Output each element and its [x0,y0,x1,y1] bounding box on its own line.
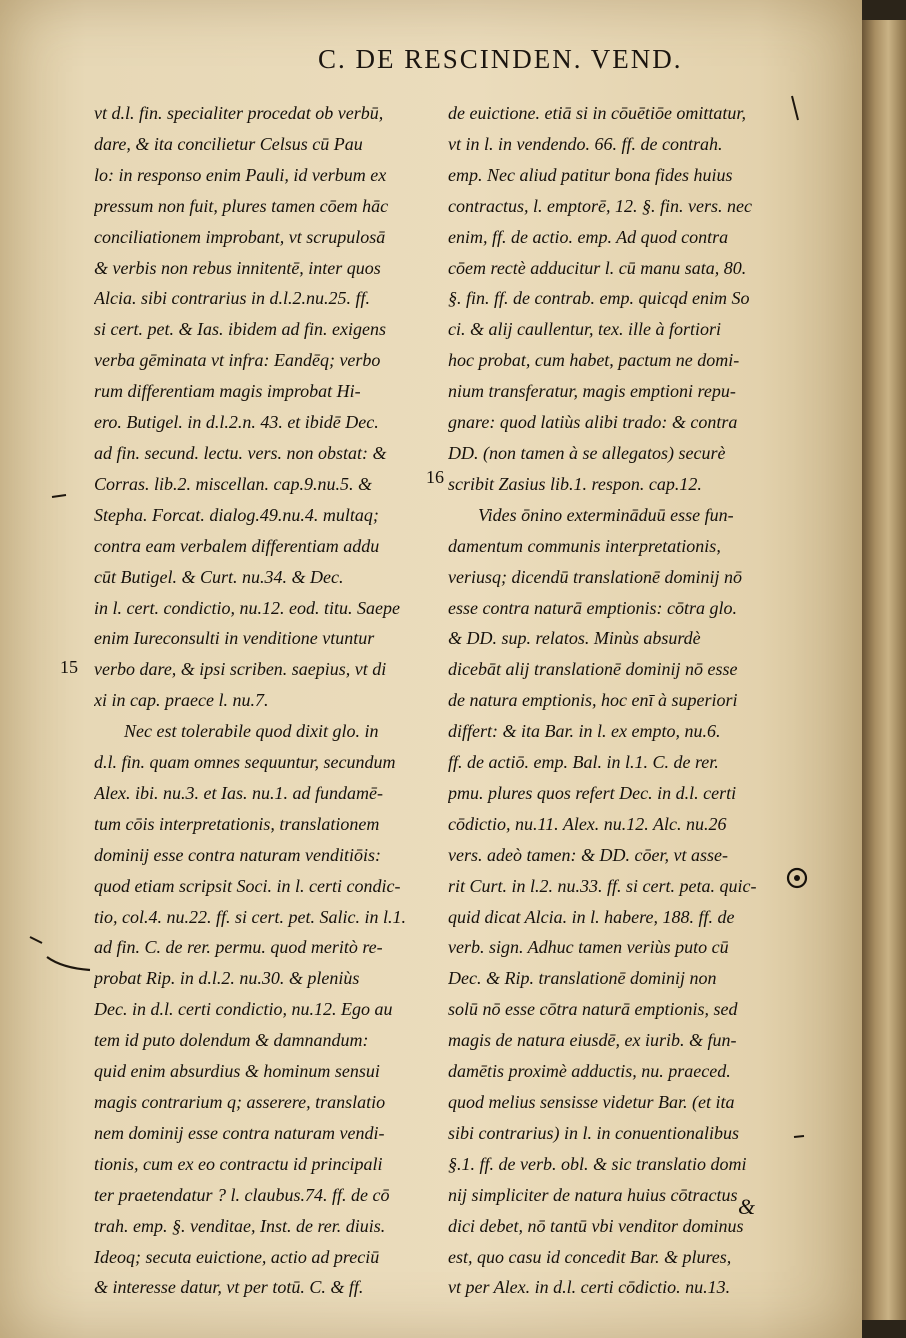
right-column-line: est, quo casu id concedit Bar. & plures, [448,1246,732,1267]
right-column-line: Vides ōnino extermināduū esse fun- [478,504,734,525]
right-column-line: enim, ff. de actio. emp. Ad quod contra [448,226,729,247]
right-column-line: magis de natura eiusdē, ex iurib. & fun- [448,1030,737,1051]
left-column-line: ter praetendatur ? l. claubus.74. ff. de cō [94,1184,390,1205]
left-column-line: lo: in responso enim Pauli, id verbum ex [94,164,387,185]
right-column-line: vt per Alex. in d.l. certi cōdictio. nu.13. [448,1277,731,1298]
right-column-line: contractus, l. emptorē, 12. §. fin. vers. nec [448,195,752,216]
right-column-line: rit Curt. in l.2. nu.33. ff. si cert. peta. quic- [448,875,757,896]
right-column-line: pmu. plures quos refert Dec. in d.l. certi [448,782,737,803]
right-column-line: de natura emptionis, hoc enī à superiori [448,690,738,711]
left-column-line: verba gēminata vt infra: Eandēq; verbo [94,350,381,371]
left-column-line: vt d.l. fin. specialiter procedat ob verbū, [94,103,384,123]
left-column-line: Alcia. sibi contrarius in d.l.2.nu.25. ff. [94,288,371,309]
section-number-15: 15 [60,657,78,677]
left-column-line: Alex. ibi. nu.3. et Ias. nu.1. ad fundamē- [94,782,383,803]
right-column-line: veriusq; dicendū translationē dominij nō [448,566,742,587]
left-column-line: tio, col.4. nu.22. ff. si cert. pet. Salic. in l.1. [94,906,406,927]
right-column-line: nij simpliciter de natura huius cōtractus [448,1184,738,1205]
book-fore-edge [862,20,906,1320]
left-column-line: tum cōis interpretationis, translationem [94,813,380,834]
left-column-line: pressum non fuit, plures tamen cōem hāc [94,195,389,216]
right-column-line: hoc probat, cum habet, pactum ne domi- [448,350,740,371]
margin-dash-mark [52,495,66,497]
margin-tick-mark [792,96,798,120]
left-column-line: quod etiam scripsit Soci. in l. certi condic- [94,875,401,896]
right-column-line: sibi contrarius) in l. in conuentionalibus [448,1122,739,1143]
margin-dash-mark-right [794,1136,804,1137]
left-column-line: & interesse datur, vt per totū. C. & ff. [94,1277,364,1298]
margin-bracket-mark [47,957,90,970]
right-column-line: verb. sign. Adhuc tamen veriùs puto cū [448,937,729,958]
left-column-line: conciliationem improbant, vt scrupulosā [94,226,386,247]
left-column-line: cūt Butigel. & Curt. nu.34. & Dec. [94,566,344,587]
right-column-line: quod melius sensisse videtur Bar. (et ita [448,1092,735,1112]
left-column-line: tem id puto dolendum & damnandum: [94,1030,369,1051]
right-column-line: vt in l. in vendendo. 66. ff. de contrah. [448,133,723,154]
left-column-line: ad fin. C. de rer. permu. quod meritò re- [94,937,383,958]
right-column-line: esse contra naturā emptionis: cōtra glo. [448,597,737,618]
left-column-line: verbo dare, & ipsi scriben. saepius, vt di [94,659,387,680]
right-column-line: ff. de actiō. emp. Bal. in l.1. C. de rer. [448,752,719,773]
left-column-line: in l. cert. condictio, nu.12. eod. titu. Saepe [94,597,400,618]
right-column-line: gnare: quod latiùs alibi trado: & contra [448,412,738,433]
left-column-line: dominij esse contra naturam venditiōis: [94,844,381,865]
left-column-line: Corras. lib.2. miscellan. cap.9.nu.5. & [94,473,372,494]
left-column-line: nem dominij esse contra naturam vendi- [94,1122,385,1143]
right-column-line: scribit Zasius lib.1. respon. cap.12. [448,473,702,494]
right-column-line: & DD. sup. relatos. Minùs absurdè [448,628,701,649]
left-column-line: rum differentiam magis improbat Hi- [94,381,361,402]
left-column-line: dare, & ita concilietur Celsus cū Pau [94,133,363,154]
right-column-line: Dec. & Rip. translationē dominij non [448,968,717,989]
right-column-line: ci. & alij caullentur, tex. ille à fortiori [448,319,721,340]
left-column-line: d.l. fin. quam omnes sequuntur, secundum [94,752,396,773]
left-column-line: magis contrarium q; asserere, translatio [94,1092,386,1112]
left-column-line: quid enim absurdius & hominum sensui [94,1061,380,1082]
left-column-line: tionis, cum ex eo contractu id principali [94,1153,383,1174]
right-column-line: solū nō esse cōtra naturā emptionis, sed [448,999,738,1020]
right-column-line: de euictione. etiā si in cōuētiōe omittatur, [448,103,746,123]
right-column-line: dici debet, nō tantū vbi venditor dominus [448,1215,744,1236]
margin-slash-mark [30,937,42,943]
right-column-line: cōem rectè adducitur l. cū manu sata, 80. [448,257,747,278]
left-column-line: probat Rip. in d.l.2. nu.30. & pleniùs [94,968,360,989]
left-column-line: & verbis non rebus innitentē, inter quos [94,257,381,278]
left-column-line: Ideoq; secuta euictione, actio ad preciū [94,1246,380,1267]
left-column-line: xi in cap. praece l. nu.7. [94,690,269,711]
left-column-line: trah. emp. §. venditae, Inst. de rer. diuis. [94,1215,386,1236]
right-column-line: emp. Nec aliud patitur bona fides huius [448,164,733,185]
right-column-line: differt: & ita Bar. in l. ex empto, nu.6. [448,721,721,742]
right-column-line: dicebāt alij translationē dominij nō esse [448,659,738,680]
right-column-line: nium transferatur, magis emptioni repu- [448,381,736,402]
left-column-line: contra eam verbalem differentiam addu [94,535,380,556]
right-column-line: cōdictio, nu.11. Alex. nu.12. Alc. nu.26 [448,813,727,834]
left-column-line: ero. Butigel. in d.l.2.n. 43. et ibidē Dec. [94,412,379,433]
running-head: C. DE RESCINDEN. VEND. [318,44,683,74]
left-column-line: enim Iureconsulti in venditione vtuntur [94,628,375,649]
left-column-line: si cert. pet. & Ias. ibidem ad fin. exigens [94,319,386,340]
right-column-line: DD. (non tamen à se allegatos) securè [448,442,726,463]
right-column-line: vers. adeò tamen: & DD. cōer, vt asse- [448,844,728,865]
catchword: & [738,1194,756,1219]
right-column-line: damētis proximè adductis, nu. praeced. [448,1061,731,1082]
left-column-line: Dec. in d.l. certi condictio, nu.12. Ego au [94,999,393,1020]
right-column-line: damentum communis interpretationis, [448,535,721,556]
right-column-line: §.1. ff. de verb. obl. & sic translatio domi [448,1153,747,1174]
left-column-line: Stepha. Forcat. dialog.49.nu.4. multaq; [94,504,379,525]
left-column-line: ad fin. secund. lectu. vers. non obstat: & [94,442,387,463]
section-number-16: 16 [426,467,444,487]
left-column-line: Nec est tolerabile quod dixit glo. in [124,721,379,742]
right-column-line: quid dicat Alcia. in l. habere, 188. ff. de [448,906,735,927]
right-column-line: §. fin. ff. de contrab. emp. quicqd enim So [448,288,750,309]
